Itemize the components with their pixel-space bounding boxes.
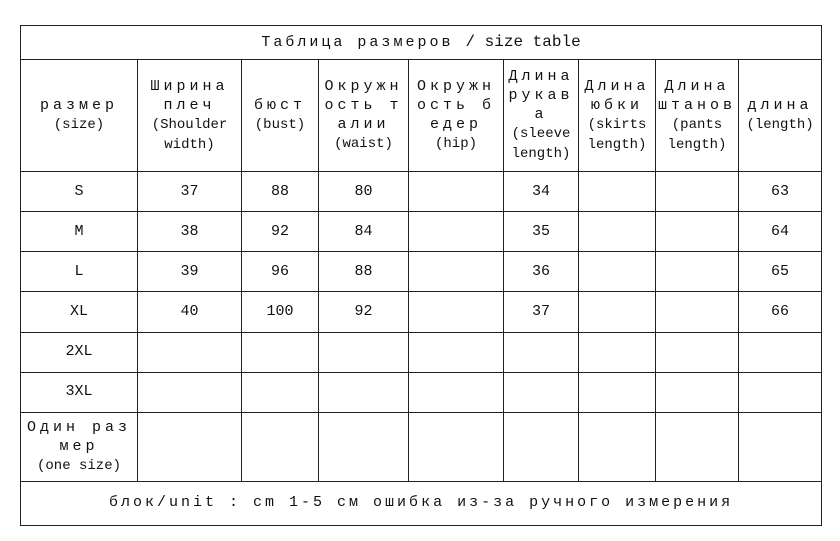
size-cell: 2XL xyxy=(21,332,138,372)
size-cell: L xyxy=(21,252,138,292)
column-header-en: (hip) xyxy=(434,136,477,152)
table-cell: 96 xyxy=(242,252,319,292)
table-cell: 36 xyxy=(504,252,579,292)
size-cell: 3XL xyxy=(21,372,138,412)
table-cell xyxy=(409,372,504,412)
column-header-ru: длина xyxy=(747,97,813,114)
table-cell: 34 xyxy=(504,172,579,212)
column-header-ru: Окружность бедер xyxy=(416,78,495,133)
one-size-ru: Один размер xyxy=(26,418,131,455)
column-header-length xyxy=(739,59,822,171)
table-cell: 39 xyxy=(138,252,242,292)
table-cell xyxy=(656,252,739,292)
table-cell xyxy=(656,292,739,332)
unit-label: блок/unit : cm xyxy=(109,494,278,512)
table-cell xyxy=(242,332,319,372)
column-header-pants-length xyxy=(656,59,739,171)
column-header-en: (skirts length) xyxy=(587,116,647,153)
table-cell xyxy=(319,332,409,372)
column-header-size xyxy=(21,59,138,171)
table-cell xyxy=(579,212,656,252)
header-row xyxy=(21,59,822,171)
measurement-error-note: 1-5 см ошибка из-за ручного измерения xyxy=(289,494,734,512)
table-cell: 100 xyxy=(242,292,319,332)
size-cell: M xyxy=(21,212,138,252)
column-header-ru: Ширина плеч xyxy=(150,77,229,114)
table-cell: 84 xyxy=(319,212,409,252)
table-row xyxy=(21,332,822,372)
table-cell xyxy=(656,412,739,481)
table-cell xyxy=(319,372,409,412)
footer-row xyxy=(21,481,822,525)
column-header-shoulder-width xyxy=(138,59,242,171)
table-cell: 88 xyxy=(319,252,409,292)
table-cell: 37 xyxy=(504,292,579,332)
table-cell xyxy=(739,412,822,481)
table-cell xyxy=(138,412,242,481)
column-header-en: (bust) xyxy=(254,117,306,133)
table-cell: 80 xyxy=(319,172,409,212)
table-cell: 64 xyxy=(739,212,822,252)
table-cell: 66 xyxy=(739,292,822,332)
table-cell xyxy=(409,412,504,481)
column-header-ru: Окружность талии xyxy=(324,78,403,133)
table-cell xyxy=(579,292,656,332)
size-table xyxy=(20,25,822,526)
column-header-ru: бюст xyxy=(253,97,306,114)
column-header-ru: Длина рукава xyxy=(508,68,574,123)
column-header-en: (length) xyxy=(746,117,814,133)
table-cell xyxy=(409,292,504,332)
table-title-en: / size table xyxy=(465,32,581,51)
table-cell xyxy=(579,412,656,481)
table-row xyxy=(21,252,822,292)
column-header-ru: Длина штанов xyxy=(658,77,737,114)
table-row xyxy=(21,172,822,212)
table-title xyxy=(21,26,822,60)
table-row xyxy=(21,372,822,412)
table-cell: 92 xyxy=(242,212,319,252)
size-cell xyxy=(21,412,138,481)
table-cell xyxy=(504,372,579,412)
table-cell xyxy=(409,212,504,252)
column-header-en: (size) xyxy=(53,117,105,133)
table-cell xyxy=(409,252,504,292)
table-row xyxy=(21,212,822,252)
table-cell xyxy=(319,412,409,481)
size-cell: S xyxy=(21,172,138,212)
table-cell: 37 xyxy=(138,172,242,212)
table-cell: 63 xyxy=(739,172,822,212)
table-cell xyxy=(579,172,656,212)
table-cell xyxy=(656,372,739,412)
column-header-sleeve-length xyxy=(504,59,579,171)
table-cell xyxy=(504,412,579,481)
table-cell xyxy=(656,212,739,252)
table-cell xyxy=(504,332,579,372)
column-header-en: (Shoulder width) xyxy=(151,116,228,153)
column-header-ru: размер xyxy=(39,97,118,114)
column-header-hip xyxy=(409,59,504,171)
one-size-en: (one size) xyxy=(36,457,121,474)
table-cell xyxy=(656,172,739,212)
column-header-en: (sleeve length) xyxy=(511,126,571,162)
table-cell xyxy=(579,332,656,372)
table-cell: 35 xyxy=(504,212,579,252)
table-cell xyxy=(242,412,319,481)
footer-note xyxy=(21,481,822,525)
table-row xyxy=(21,292,822,332)
table-cell xyxy=(739,372,822,412)
column-header-skirt-length xyxy=(579,59,656,171)
table-row-one-size xyxy=(21,412,822,481)
table-cell: 88 xyxy=(242,172,319,212)
table-cell xyxy=(739,332,822,372)
table-cell: 38 xyxy=(138,212,242,252)
table-cell xyxy=(409,172,504,212)
table-cell xyxy=(138,332,242,372)
column-header-waist xyxy=(319,59,409,171)
column-header-en: (waist) xyxy=(334,136,393,152)
table-cell xyxy=(242,372,319,412)
table-cell xyxy=(409,332,504,372)
table-cell xyxy=(656,332,739,372)
column-header-ru: Длина юбки xyxy=(584,77,650,114)
table-cell: 65 xyxy=(739,252,822,292)
size-chart xyxy=(20,25,821,526)
table-cell xyxy=(579,252,656,292)
table-cell: 40 xyxy=(138,292,242,332)
column-header-en: (pants length) xyxy=(667,116,727,153)
table-cell xyxy=(579,372,656,412)
table-cell: 92 xyxy=(319,292,409,332)
table-cell xyxy=(138,372,242,412)
size-cell: XL xyxy=(21,292,138,332)
column-header-bust xyxy=(242,59,319,171)
table-title-ru: Таблица размеров xyxy=(261,33,454,51)
